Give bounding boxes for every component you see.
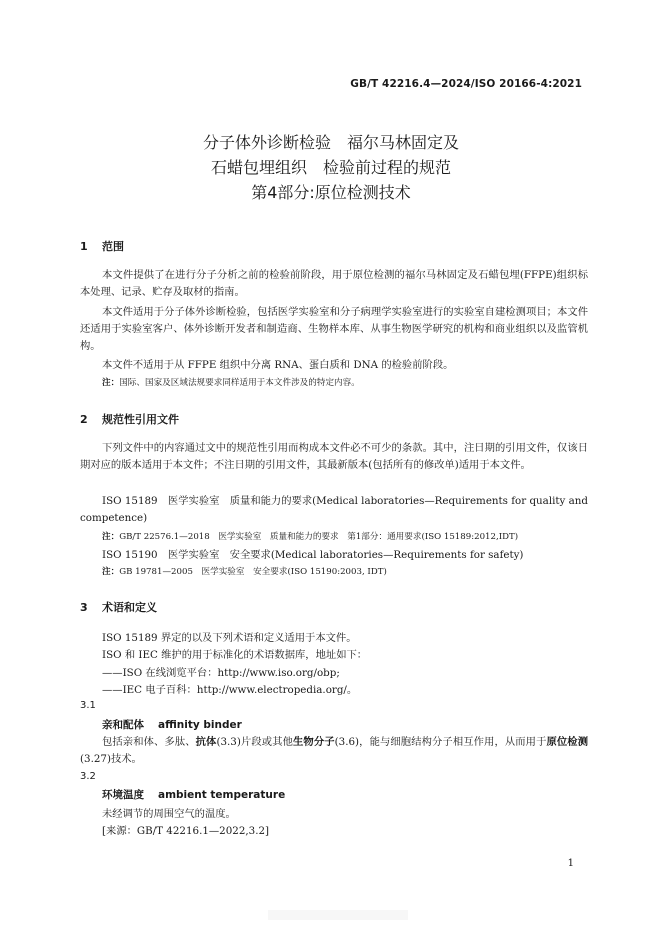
term-3-1-number: 3.1 — [80, 700, 96, 711]
term-3-2 — [102, 787, 285, 802]
scope-paragraph-2: 本文件适用于分子体外诊断检验，包括医学实验室和分子病理学实验室进行的实验室自建检测项目；本文件还适用于实验室客户、体外诊断开发者和制造商、生物样本库、从事生物医学研究的机构和商业组织以及监管机构。 — [80, 306, 588, 353]
term-3-2-en: ambient temperature — [158, 789, 286, 801]
normative-paragraph: 下列文件中的内容通过文中的规范性引用而构成本文件必不可少的条款。其中，注日期的引用文件，仅该日期对应的版本适用于本文件；不注日期的引用文件，其最新版本(包括所有的修改单)适用于本文件。 — [80, 442, 588, 472]
terms-line-2: ISO 和 IEC 维护的用于标准化的术语数据库，地址如下： — [102, 649, 368, 661]
term-3-2-zh: 环境温度 — [102, 789, 144, 801]
def-text: (3.3)片段或其他 — [216, 736, 294, 748]
scope-note — [102, 376, 360, 388]
def-text: 包括亲和体、多肽、 — [102, 736, 196, 748]
reference-note-2 — [102, 565, 387, 577]
title-line-3: 第4部分:原位检测技术 — [251, 183, 411, 202]
note-label: 注： — [102, 567, 120, 577]
term-3-2-definition: 未经调节的周围空气的温度。 — [102, 808, 236, 820]
term-3-2-source: [来源：GB/T 42216.1—2022,3.2] — [102, 825, 270, 837]
terms-line-iso-obp: ——ISO 在线浏览平台：http://www.iso.org/obp; — [102, 667, 340, 679]
document-title — [0, 130, 662, 205]
section-2-title: 规范性引用文件 — [102, 413, 179, 426]
term-3-1-definition — [80, 734, 588, 768]
note-text: GB/T 22576.1—2018 医学实验室 质量和能力的要求 第1部分：通用要求(ISO 15189:2012,IDT) — [119, 532, 519, 542]
section-1-title: 范围 — [102, 240, 124, 253]
reference-iso15190: ISO 15190 医学实验室 安全要求(Medical laboratories—Requirements for safety) — [102, 549, 524, 561]
footer-watermark-strip — [268, 910, 408, 920]
note-text: 国际、国家及区域法规要求同样适用于本文件涉及的特定内容。 — [119, 378, 360, 388]
terms-line-1: ISO 15189 界定的以及下列术语和定义适用于本文件。 — [102, 632, 357, 644]
section-3-title: 术语和定义 — [102, 601, 157, 614]
title-line-1: 分子体外诊断检验 福尔马林固定及 — [202, 133, 459, 152]
section-3-number: 3 — [80, 601, 88, 614]
reference-iso15189: ISO 15189 医学实验室 质量和能力的要求(Medical laboratories—Requirements for quality and competence) — [80, 495, 588, 524]
def-text: (3.27)技术。 — [80, 753, 142, 765]
section-3-heading — [80, 599, 157, 615]
note-label: 注： — [102, 378, 120, 388]
section-1-heading — [80, 238, 124, 254]
section-1-number: 1 — [80, 240, 88, 253]
term-3-1-en: affinity binder — [158, 719, 242, 731]
term-3-2-number: 3.2 — [80, 771, 96, 782]
def-term-antibody: 抗体 — [195, 736, 217, 748]
def-term-in-situ: 原位检测 — [546, 736, 588, 748]
term-3-1 — [102, 717, 242, 732]
terms-line-electropedia: ——IEC 电子百科：http://www.electropedia.org/。 — [102, 684, 358, 696]
term-3-1-zh: 亲和配体 — [102, 719, 144, 731]
reference-note-1 — [102, 530, 518, 542]
note-label: 注： — [102, 532, 120, 542]
scope-paragraph-1: 本文件提供了在进行分子分析之前的检验前阶段，用于原位检测的福尔马林固定及石蜡包埋(FFPE)组织标本处理、记录、贮存及取材的指南。 — [80, 269, 588, 299]
page-number: 1 — [567, 858, 574, 869]
scope-paragraph-3: 本文件不适用于从 FFPE 组织中分离 RNA、蛋白质和 DNA 的检验前阶段。 — [102, 359, 454, 371]
note-text: GB 19781—2005 医学实验室 安全要求(ISO 15190:2003, IDT) — [119, 567, 387, 577]
section-2-number: 2 — [80, 413, 88, 426]
def-text: (3.6)，能与细胞结构分子相互作用，从而用于 — [334, 736, 547, 748]
title-line-2: 石蜡包埋组织 检验前过程的规范 — [210, 158, 451, 177]
def-term-biomolecule: 生物分子 — [293, 736, 335, 748]
standard-number: GB/T 42216.4—2024/ISO 20166-4:2021 — [350, 78, 582, 90]
section-2-heading — [80, 411, 179, 427]
